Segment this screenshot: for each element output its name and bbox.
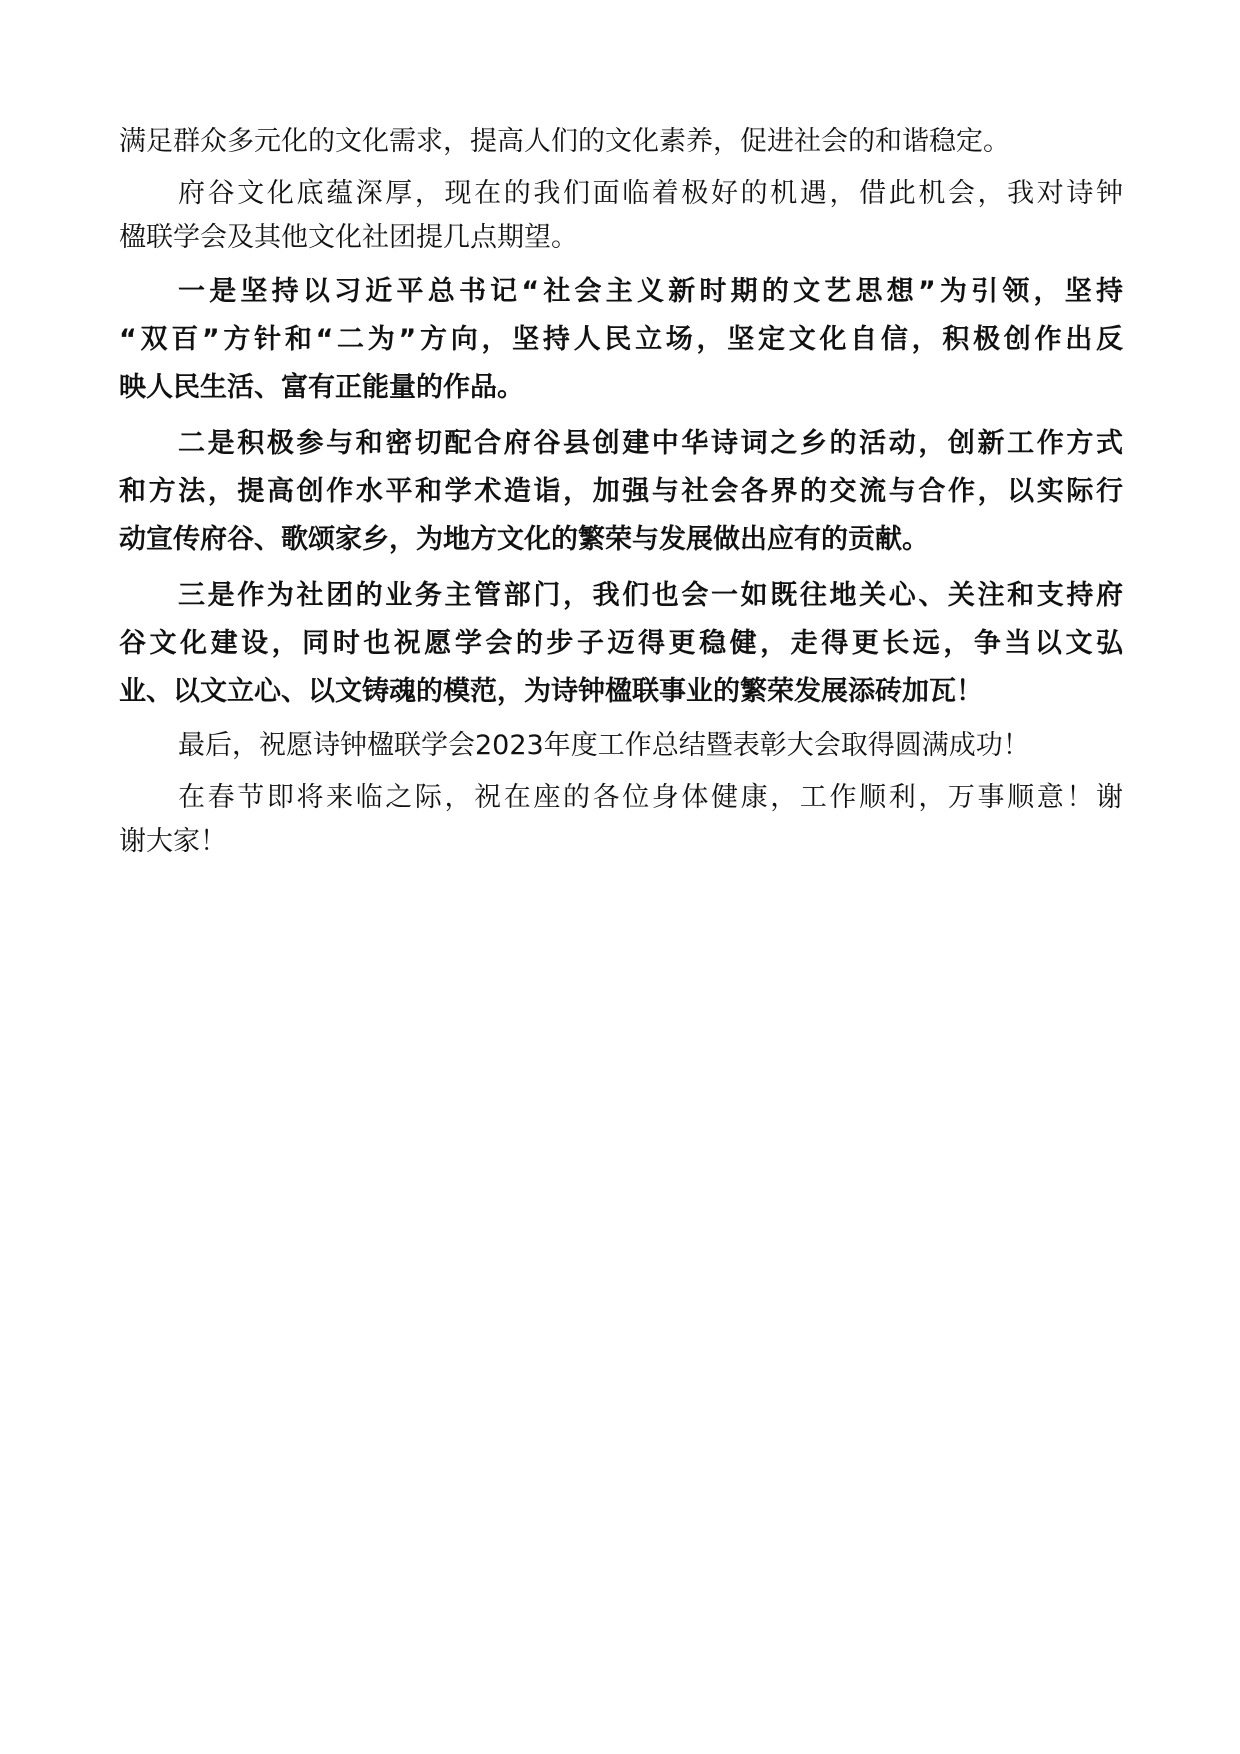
paragraph-line: 映人民生活、富有正能量的作品。 xyxy=(119,372,524,403)
paragraph-closing-wish xyxy=(119,724,1123,768)
paragraph-line: 谷文化建设，同时也祝愿学会的步子迈得更稳健，走得更长远，争当以文弘 xyxy=(119,628,1123,659)
paragraph-point-two xyxy=(119,420,1123,564)
paragraph-line: 满足群众多元化的文化需求，提高人们的文化素养，促进社会的和谐稳定。 xyxy=(119,126,1010,157)
paragraph-thanks xyxy=(119,776,1123,864)
document-body xyxy=(119,120,1123,872)
paragraph-expectations-intro xyxy=(119,172,1123,260)
paragraph-line: 在春节即将来临之际，祝在座的各位身体健康，工作顺利，万事顺意！谢 xyxy=(178,782,1123,813)
paragraph-line: 谢大家！ xyxy=(119,826,227,857)
paragraph-line: 最后，祝愿诗钟楹联学会2023年度工作总结暨表彰大会取得圆满成功！ xyxy=(178,730,1030,761)
paragraph-cultural-needs xyxy=(119,120,1123,164)
paragraph-line: “双百”方针和“二为”方向，坚持人民立场，坚定文化自信，积极创作出反 xyxy=(119,324,1123,355)
paragraph-point-one xyxy=(119,268,1123,412)
paragraph-point-three xyxy=(119,572,1123,716)
paragraph-line: 动宣传府谷、歌颂家乡，为地方文化的繁荣与发展做出应有的贡献。 xyxy=(119,524,929,555)
paragraph-line: 府谷文化底蕴深厚，现在的我们面临着极好的机遇，借此机会，我对诗钟 xyxy=(178,178,1123,209)
paragraph-line: 三是作为社团的业务主管部门，我们也会一如既往地关心、关注和支持府 xyxy=(178,580,1123,611)
paragraph-line: 一是坚持以习近平总书记“社会主义新时期的文艺思想”为引领，坚持 xyxy=(178,276,1123,307)
paragraph-line: 业、以文立心、以文铸魂的模范，为诗钟楹联事业的繁荣发展添砖加瓦！ xyxy=(119,676,983,707)
paragraph-line: 二是积极参与和密切配合府谷县创建中华诗词之乡的活动，创新工作方式 xyxy=(178,428,1123,459)
paragraph-line: 和方法，提高创作水平和学术造诣，加强与社会各界的交流与合作，以实际行 xyxy=(119,476,1123,507)
paragraph-line: 楹联学会及其他文化社团提几点期望。 xyxy=(119,222,578,253)
